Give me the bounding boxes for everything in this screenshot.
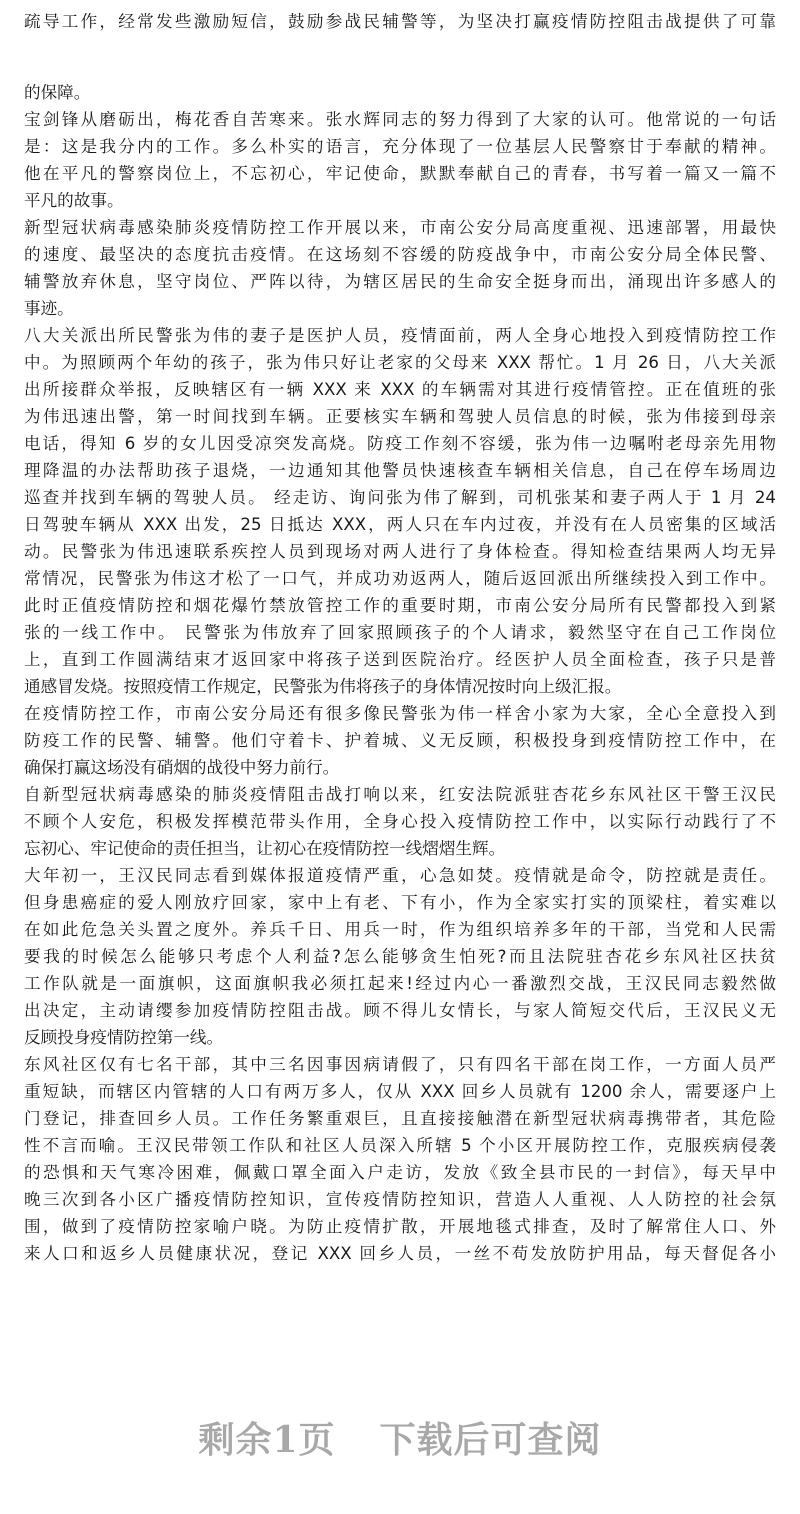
paragraph: [24, 322, 776, 700]
text-line: 大年初一，王汉民同志看到媒体报道疫情严重，心急如焚。疫情就是命令，防控就是责任。: [24, 866, 776, 885]
text-line: 辅警放弃休息，坚守岗位、严阵以待，为辖区居民的生命安全挺身而出，涌现出许多感人的: [24, 272, 776, 291]
text-line: 围，做到了疫情防控家喻户晓。为防止疫情扩散，开展地毯式排查，及时了解常住人口、外: [24, 1217, 776, 1236]
text-line: 工作队就是一面旗帜，这面旗帜我必须扛起来!经过内心一番激烈交战，王汉民同志毅然做: [24, 974, 776, 993]
text-line: 宝剑锋从磨砺出，梅花香自苦寒来。张水辉同志的努力得到了大家的认可。他常说的一句话: [24, 110, 776, 129]
page-break-gap: [24, 35, 776, 79]
text-line: 通感冒发烧。按照疫情工作规定，民警张为伟将孩子的身体情况按时向上级汇报。: [24, 677, 622, 696]
text-line: 要我的时候怎么能够只考虑个人利益?怎么能够贪生怕死?而且法院驻杏花乡东风社区扶贫: [24, 947, 776, 966]
paragraph: [24, 106, 776, 214]
text-line: 张的一线工作中。 民警张为伟放弃了回家照顾孩子的个人请求，毅然坚守在自己工作岗位: [24, 623, 776, 642]
text-line: 但身患癌症的爱人刚放疗回家，家中上有老、下有小，作为全家实打实的顶梁柱，着实难以: [24, 893, 776, 912]
text-line: 疏导工作，经常发些激励短信，鼓励参战民辅警等，为坚决打赢疫情防控阻击战提供了可靠: [24, 12, 776, 31]
text-line: 出决定，主动请缨参加疫情防控阻击战。顾不得儿女情长，与家人简短交代后，王汉民义无: [24, 1001, 776, 1020]
remaining-pages-label: 剩余1页: [198, 1419, 336, 1461]
text-line: 动。民警张为伟迅速联系疾控人员到现场对两人进行了身体检查。得知检查结果两人均无异: [24, 542, 776, 561]
text-line: 自新型冠状病毒感染的肺炎疫情阻击战打响以来，红安法院派驻杏花乡东风社区干警王汉民: [24, 785, 776, 804]
text-line: 电话，得知 6 岁的女儿因受凉突发高烧。防疫工作刻不容缓，张为伟一边嘱咐老母亲先用物: [24, 434, 776, 453]
text-line: 的速度、最坚决的态度抗击疫情。在这场刻不容缓的防疫战争中，市南公安分局全体民警、: [24, 245, 776, 264]
text-line: 重短缺，而辖区内管辖的人口有两万多人，仅从 XXX 回乡人员就有 1200 余人，需要逐户上: [24, 1082, 776, 1101]
text-line: 门登记，排查回乡人员。工作任务繁重艰巨，且直接接触潜在新型冠状病毒携带者，其危险: [24, 1109, 776, 1128]
text-line: 为伟迅速出警，第一时间找到车辆。正要核实车辆和驾驶人员信息的时候，张为伟接到母亲: [24, 407, 776, 426]
text-line: 上，直到工作圆满结束才返回家中将孩子送到医院治疗。经医护人员全面检查，孩子只是普: [24, 650, 776, 669]
paragraph: [24, 700, 776, 781]
download-to-view-label[interactable]: 下载后可查阅: [379, 1419, 602, 1461]
text-line: 平凡的故事。: [24, 191, 124, 210]
text-line: 来人口和返乡人员健康状况，登记 XXX 回乡人员，一丝不苟发放防护用品，每天督促各小: [24, 1244, 776, 1263]
text-line: 他在平凡的警察岗位上，不忘初心，牢记使命，默默奉献自己的青春，书写着一篇又一篇不: [24, 164, 776, 183]
text-line: 在如此危急关头置之度外。养兵千日、用兵一时，作为组织培养多年的干部，当党和人民需: [24, 920, 776, 939]
text-line: 是：这是我分内的工作。多么朴实的语言，充分体现了一位基层人民警察甘于奉献的精神。: [24, 137, 776, 156]
text-line: 事迹。: [24, 299, 74, 318]
download-prompt[interactable]: [0, 1412, 800, 1463]
text-line: 反顾投身疫情防控第一线。: [24, 1028, 224, 1047]
text-line: 的恐惧和天气寒冷困难，佩戴口罩全面入户走访，发放《致全县市民的一封信》，每天早中: [24, 1163, 776, 1182]
text-line: 东风社区仅有七名干部，其中三名因事因病请假了，只有四名干部在岗工作，一方面人员严: [24, 1055, 776, 1074]
text-line: 在疫情防控工作，市南公安分局还有很多像民警张为伟一样舍小家为大家，全心全意投入到: [24, 704, 776, 723]
text-line: 确保打赢这场没有硝烟的战役中努力前行。: [24, 758, 340, 777]
text-line: 防疫工作的民警、辅警。他们守着卡、护着城、义无反顾，积极投身到疫情防控工作中，在: [24, 731, 776, 750]
text-line: 不顾个人安危，积极发挥模范带头作用，全身心投入疫情防控工作中，以实际行动践行了不: [24, 812, 776, 831]
text-line: 的保障。: [24, 83, 91, 102]
paragraph: [24, 1051, 776, 1267]
text-line: 理降温的办法帮助孩子退烧，一边通知其他警员快速核查车辆相关信息，自己在停车场周边: [24, 461, 776, 480]
paragraph-fragment: [24, 8, 776, 35]
paragraph: [24, 781, 776, 862]
text-line: 新型冠状病毒感染肺炎疫情防控工作开展以来，市南公安分局高度重视、迅速部署，用最快: [24, 218, 776, 237]
text-line: 日驾驶车辆从 XXX 出发，25 日抵达 XXX，两人只在车内过夜，并没有在人员密集的区域活: [24, 515, 776, 534]
paragraph: [24, 862, 776, 1051]
paragraph: [24, 214, 776, 322]
text-line: 出所接群众举报，反映辖区有一辆 XXX 来 XXX 的车辆需对其进行疫情管控。正在值班的张: [24, 380, 776, 399]
text-line: 中。为照顾两个年幼的孩子，张为伟只好让老家的父母来 XXX 帮忙。1 月 26 日，八大关派: [24, 353, 776, 372]
text-line: 忘初心、牢记使命的责任担当，让初心在疫情防控一线熠熠生辉。: [24, 839, 506, 858]
text-line: 此时正值疫情防控和烟花爆竹禁放管控工作的重要时期，市南公安分局所有民警都投入到紧: [24, 596, 776, 615]
text-line: 常情况，民警张为伟这才松了一口气，并成功劝返两人，随后返回派出所继续投入到工作中。: [24, 569, 776, 588]
text-line: 巡查并找到车辆的驾驶人员。 经走访、询问张为伟了解到，司机张某和妻子两人于 1 月 24: [24, 488, 776, 507]
text-line: 晚三次到各小区广播疫情防控知识，宣传疫情防控知识，营造人人重视、人人防控的社会氛: [24, 1190, 776, 1209]
text-line: 八大关派出所民警张为伟的妻子是医护人员，疫情面前，两人全身心地投入到疫情防控工作: [24, 326, 776, 345]
document-body: [24, 8, 776, 1267]
paragraph: [24, 79, 776, 106]
text-line: 性不言而喻。王汉民带领工作队和社区人员深入所辖 5 个小区开展防控工作，克服疾病侵袭: [24, 1136, 776, 1155]
